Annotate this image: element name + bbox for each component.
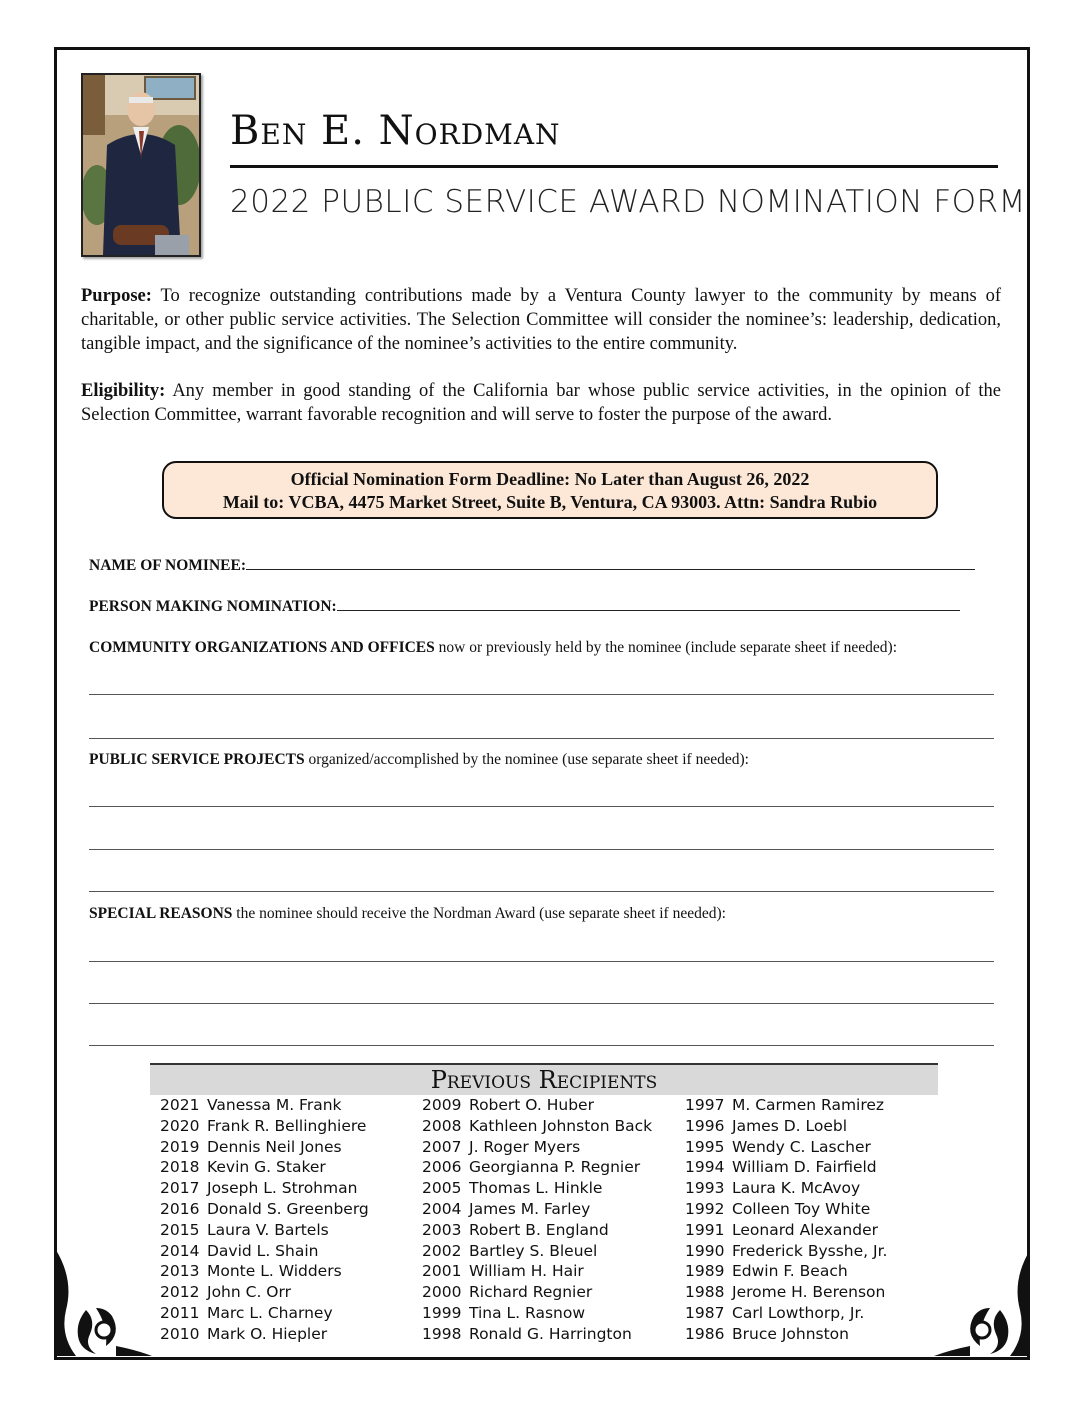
recipient-year: 2013 bbox=[160, 1262, 200, 1281]
reasons-answer-line[interactable] bbox=[89, 961, 994, 962]
recipient-entry bbox=[685, 1282, 887, 1303]
recipient-entry bbox=[422, 1324, 652, 1345]
recipient-year: 2001 bbox=[422, 1262, 462, 1281]
recipient-year: 2018 bbox=[160, 1158, 200, 1177]
recipient-entry bbox=[685, 1157, 887, 1178]
reasons-answer-line[interactable] bbox=[89, 1045, 994, 1046]
recipient-entry bbox=[685, 1095, 887, 1116]
recipient-entry bbox=[685, 1261, 887, 1282]
recipient-year: 2012 bbox=[160, 1283, 200, 1302]
recipient-name: Georgianna P. Regnier bbox=[469, 1158, 641, 1177]
recipient-entry bbox=[160, 1220, 369, 1241]
recipient-year: 2020 bbox=[160, 1116, 200, 1135]
mailing-address-line: Mail to: VCBA, 4475 Market Street, Suite B, Ventura, CA 93003. Attn: Sandra Rubio bbox=[222, 492, 878, 512]
recipient-entry bbox=[422, 1137, 652, 1158]
recipient-entry bbox=[160, 1095, 369, 1116]
recipient-name: Jerome H. Berenson bbox=[732, 1283, 886, 1302]
recipient-year: 1988 bbox=[685, 1283, 725, 1302]
recipient-name: William D. Fairfield bbox=[732, 1158, 877, 1177]
recipient-year: 1990 bbox=[685, 1241, 725, 1260]
recipient-entry bbox=[160, 1199, 369, 1220]
projects-section-heading bbox=[89, 751, 749, 769]
nominee-label: NAME OF NOMINEE: bbox=[89, 557, 246, 574]
recipient-entry bbox=[685, 1303, 887, 1324]
recipient-name: Robert B. England bbox=[469, 1220, 609, 1239]
recipient-year: 1989 bbox=[685, 1262, 725, 1281]
eligibility-text: Any member in good standing of the California bar whose public service activities, in the opinion of the Selection Committee, warrant favorable recognition and will serve to foster the purpose of the award. bbox=[81, 381, 1001, 425]
recipient-year: 2008 bbox=[422, 1116, 462, 1135]
community-label: COMMUNITY ORGANIZATIONS AND OFFICES bbox=[89, 639, 435, 656]
projects-answer-line[interactable] bbox=[89, 806, 994, 807]
recipient-year: 2017 bbox=[160, 1179, 200, 1198]
recipient-entry bbox=[685, 1220, 887, 1241]
recipient-name: Vanessa M. Frank bbox=[207, 1096, 342, 1114]
projects-instructions: organized/accomplished by the nominee (use separate sheet if needed): bbox=[304, 751, 749, 768]
recipient-name: Monte L. Widders bbox=[207, 1262, 342, 1281]
recipient-entry bbox=[422, 1303, 652, 1324]
recipients-column-1 bbox=[160, 1095, 369, 1345]
nominator-label: PERSON MAKING NOMINATION: bbox=[89, 598, 337, 615]
recipient-name: Bruce Johnston bbox=[732, 1324, 849, 1343]
recipient-year: 2004 bbox=[422, 1199, 462, 1218]
fleur-de-lis-ornament-icon bbox=[930, 1250, 1030, 1358]
eligibility-paragraph bbox=[81, 379, 1001, 427]
recipient-name: Bartley S. Bleuel bbox=[469, 1241, 598, 1260]
recipient-entry bbox=[422, 1178, 652, 1199]
recipient-name: Mark O. Hiepler bbox=[207, 1324, 328, 1343]
recipient-name: M. Carmen Ramirez bbox=[732, 1096, 885, 1114]
recipient-name: Robert O. Huber bbox=[469, 1096, 594, 1114]
recipient-entry bbox=[422, 1157, 652, 1178]
page-title: Ben E. Nordman bbox=[230, 108, 561, 154]
recipient-name: Colleen Toy White bbox=[732, 1199, 871, 1218]
recipient-year: 1997 bbox=[685, 1096, 725, 1114]
recipient-name: Joseph L. Strohman bbox=[207, 1179, 358, 1198]
purpose-text: To recognize outstanding contributions made by a Ventura County lawyer to the community by means of charitable, or other public service activities. The Selection Committee will consider the nominee’s: leadership, dedication, tangible impact, and the significance of the nominee’s activities to the entire community. bbox=[81, 286, 1001, 354]
recipient-year: 2000 bbox=[422, 1283, 462, 1302]
recipient-entry bbox=[160, 1282, 369, 1303]
recipient-entry bbox=[160, 1178, 369, 1199]
portrait-image bbox=[83, 75, 199, 255]
recipient-entry bbox=[685, 1116, 887, 1137]
recipient-name: Frederick Bysshe, Jr. bbox=[732, 1241, 888, 1260]
recipient-entry bbox=[160, 1324, 369, 1345]
recipient-entry bbox=[422, 1095, 652, 1116]
recipient-year: 2003 bbox=[422, 1220, 462, 1239]
recipient-name: Marc L. Charney bbox=[207, 1303, 333, 1322]
title-divider bbox=[230, 165, 998, 168]
recipient-name: J. Roger Myers bbox=[469, 1137, 581, 1156]
recipient-name: John C. Orr bbox=[207, 1283, 291, 1302]
recipient-year: 1994 bbox=[685, 1158, 725, 1177]
nominee-input-line[interactable] bbox=[246, 557, 975, 570]
nominator-field bbox=[89, 598, 960, 616]
recipient-year: 2002 bbox=[422, 1241, 462, 1260]
recipient-name: Leonard Alexander bbox=[732, 1220, 878, 1239]
reasons-instructions: the nominee should receive the Nordman Award (use separate sheet if needed): bbox=[232, 905, 726, 922]
deadline-box bbox=[162, 461, 938, 519]
recipient-name: Dennis Neil Jones bbox=[207, 1137, 342, 1156]
purpose-paragraph bbox=[81, 284, 1001, 356]
community-answer-line[interactable] bbox=[89, 694, 994, 695]
recipient-name: Laura V. Bartels bbox=[207, 1220, 329, 1239]
recipient-year: 2015 bbox=[160, 1220, 200, 1239]
recipient-entry bbox=[160, 1137, 369, 1158]
recipient-name: Edwin F. Beach bbox=[732, 1262, 848, 1281]
recipient-year: 1991 bbox=[685, 1220, 725, 1239]
projects-answer-line[interactable] bbox=[89, 891, 994, 892]
recipient-name: James M. Farley bbox=[469, 1199, 591, 1218]
recipient-year: 2021 bbox=[160, 1096, 200, 1114]
recipient-year: 2009 bbox=[422, 1096, 462, 1114]
recipient-year: 2006 bbox=[422, 1158, 462, 1177]
recipient-entry bbox=[160, 1303, 369, 1324]
recipient-year: 1986 bbox=[685, 1324, 725, 1343]
recipient-year: 2014 bbox=[160, 1241, 200, 1260]
recipient-name: Carl Lowthorp, Jr. bbox=[732, 1303, 865, 1322]
recipient-year: 2016 bbox=[160, 1199, 200, 1218]
reasons-label: SPECIAL REASONS bbox=[89, 905, 233, 922]
recipients-column-2 bbox=[422, 1095, 652, 1345]
recipient-entry bbox=[422, 1220, 652, 1241]
recipient-name: Tina L. Rasnow bbox=[469, 1303, 586, 1322]
recipient-entry bbox=[685, 1178, 887, 1199]
recipient-entry bbox=[422, 1282, 652, 1303]
recipient-entry bbox=[422, 1261, 652, 1282]
nominee-field bbox=[89, 557, 975, 575]
recipient-entry bbox=[685, 1324, 887, 1345]
recipient-entry bbox=[685, 1241, 887, 1262]
recipient-year: 1995 bbox=[685, 1137, 725, 1156]
nominator-input-line[interactable] bbox=[337, 598, 960, 611]
recipient-entry bbox=[422, 1116, 652, 1137]
recipient-name: Thomas L. Hinkle bbox=[469, 1179, 603, 1198]
recipient-year: 2007 bbox=[422, 1137, 462, 1156]
recipient-entry bbox=[160, 1116, 369, 1137]
recipient-name: Richard Regnier bbox=[469, 1283, 593, 1302]
recipient-year: 2005 bbox=[422, 1179, 462, 1198]
recipient-name: Wendy C. Lascher bbox=[732, 1137, 871, 1156]
community-section-heading bbox=[89, 639, 897, 657]
recipient-name: William H. Hair bbox=[469, 1262, 584, 1281]
recipient-entry bbox=[160, 1241, 369, 1262]
recipient-name: Kathleen Johnston Back bbox=[469, 1116, 653, 1135]
recipient-year: 1999 bbox=[422, 1303, 462, 1322]
community-answer-line[interactable] bbox=[89, 738, 994, 739]
fleur-de-lis-ornament-icon bbox=[56, 1250, 156, 1358]
form-subtitle: 2022 PUBLIC SERVICE AWARD NOMINATION FORM bbox=[230, 184, 1026, 220]
recipient-name: Kevin G. Staker bbox=[207, 1158, 326, 1177]
recipient-name: James D. Loebl bbox=[732, 1116, 848, 1135]
recipient-name: Ronald G. Harrington bbox=[469, 1324, 632, 1343]
recipient-entry bbox=[160, 1157, 369, 1178]
recipients-column-3 bbox=[685, 1095, 887, 1345]
recipient-entry bbox=[685, 1199, 887, 1220]
recipient-entry bbox=[685, 1137, 887, 1158]
recipient-name: Donald S. Greenberg bbox=[207, 1199, 369, 1218]
recipient-year: 1996 bbox=[685, 1116, 725, 1135]
recipient-year: 1992 bbox=[685, 1199, 725, 1218]
recipient-year: 1993 bbox=[685, 1179, 725, 1198]
recipient-entry bbox=[160, 1261, 369, 1282]
recipient-year: 2010 bbox=[160, 1324, 200, 1343]
deadline-line: Official Nomination Form Deadline: No Later than August 26, 2022 bbox=[290, 469, 810, 489]
recipient-year: 1998 bbox=[422, 1324, 462, 1343]
reasons-section-heading bbox=[89, 905, 726, 923]
recipient-entry bbox=[422, 1241, 652, 1262]
recipient-name: Laura K. McAvoy bbox=[732, 1179, 861, 1198]
reasons-answer-line[interactable] bbox=[89, 1003, 994, 1004]
projects-label: PUBLIC SERVICE PROJECTS bbox=[89, 751, 305, 768]
recipient-year: 2019 bbox=[160, 1137, 200, 1156]
eligibility-label: Eligibility: bbox=[81, 381, 166, 401]
recipient-year: 1987 bbox=[685, 1303, 725, 1322]
recipient-entry bbox=[422, 1199, 652, 1220]
purpose-label: Purpose: bbox=[81, 286, 152, 306]
recipient-name: David L. Shain bbox=[207, 1241, 319, 1260]
previous-recipients-heading: Previous Recipients bbox=[150, 1063, 938, 1095]
portrait-photo bbox=[81, 73, 201, 257]
community-instructions: now or previously held by the nominee (include separate sheet if needed): bbox=[434, 639, 898, 656]
projects-answer-line[interactable] bbox=[89, 849, 994, 850]
recipient-year: 2011 bbox=[160, 1303, 200, 1322]
recipient-name: Frank R. Bellinghiere bbox=[207, 1116, 367, 1135]
